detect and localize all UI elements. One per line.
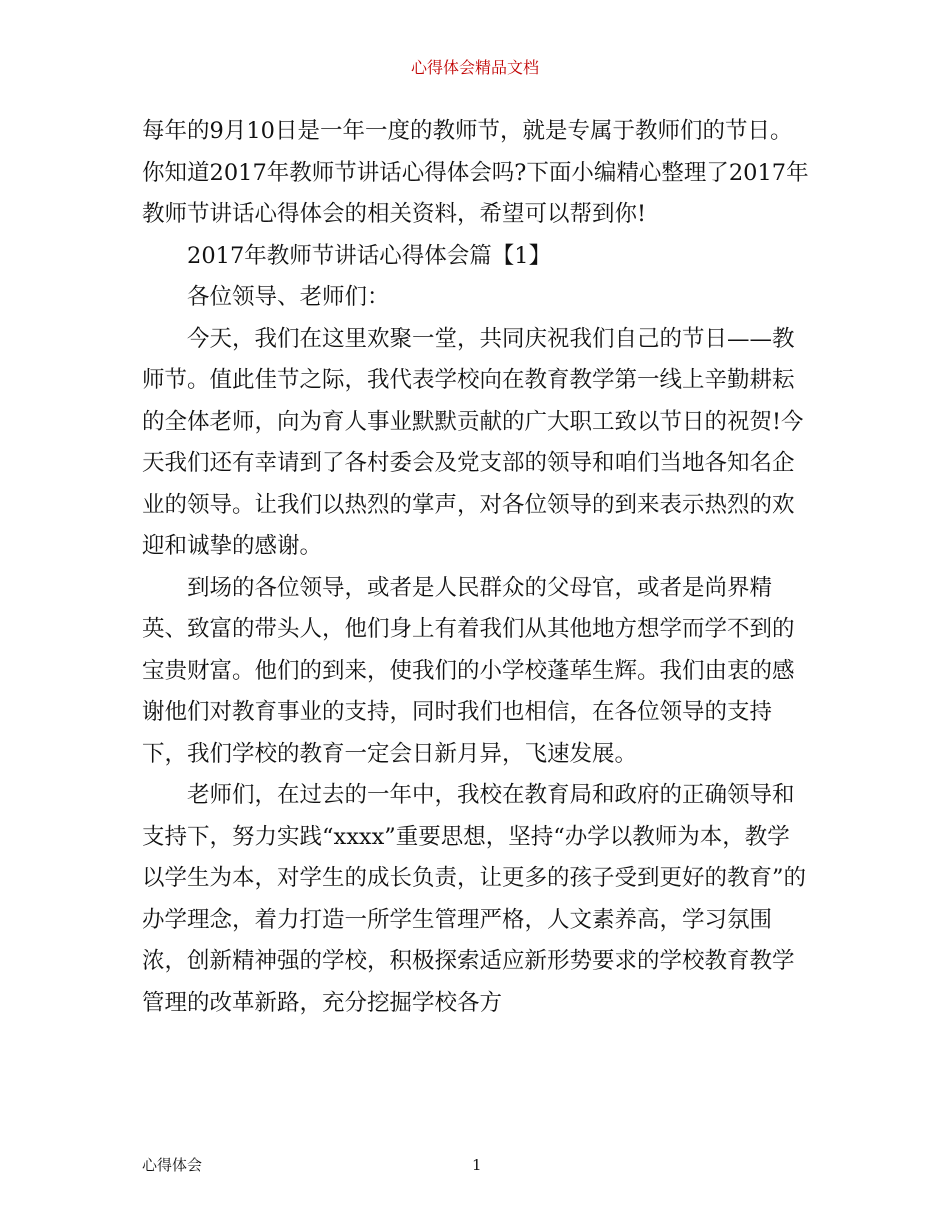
body-paragraph: 老师们，在过去的一年中，我校在教育局和政府的正确领导和支持下，努力实践“xxxx”重要思想，坚持“办学以教师为本，教学以学生为本，对学生的成长负责，让更多的孩子受到更好的教育”的办学理念，着力打造一所学生管理严格，人文素养高，学习氛围浓，创新精神强的学校，积极探索适应新形势要求的学校教育教学管理的改革新路，充分挖掘学校各方 — [142, 782, 807, 1016]
section-heading: 2017年教师节讲话心得体会篇【1】 — [187, 242, 552, 269]
intro-paragraph: 每年的9月10日是一年一度的教师节，就是专属于教师们的节日。你知道2017年教师节讲话心得体会吗?下面小编精心整理了2017年教师节讲话心得体会的相关资料，希望可以帮到你! — [142, 118, 809, 227]
body-paragraph: 到场的各位领导，或者是人民群众的父母官，或者是尚界精英、致富的带头人，他们身上有着我们从其他地方想学而学不到的宝贵财富。他们的到来，使我们的小学校蓬荜生辉。我们由衷的感谢他们对教育事业的支持，同时我们也相信，在各位领导的支持下，我们学校的教育一定会日新月异，飞速发展。 — [142, 574, 795, 767]
document-body — [142, 111, 812, 1024]
page-number: 1 — [472, 1156, 482, 1174]
salutation: 各位领导、老师们： — [187, 284, 390, 310]
document-header-title: 心得体会精品文档 — [410, 58, 539, 77]
footer-label: 心得体会 — [142, 1156, 203, 1174]
body-paragraph: 今天，我们在这里欢聚一堂，共同庆祝我们自己的节日——教师节。值此佳节之际，我代表学校向在教育教学第一线上辛勤耕耘的全体老师，向为育人事业默默贡献的广大职工致以节日的祝贺!今天我们还有幸请到了各村委会及党支部的领导和咱们当地各知名企业的领导。让我们以热烈的掌声，对各位领导的到来表示热烈的欢迎和诚挚的感谢。 — [142, 325, 804, 559]
